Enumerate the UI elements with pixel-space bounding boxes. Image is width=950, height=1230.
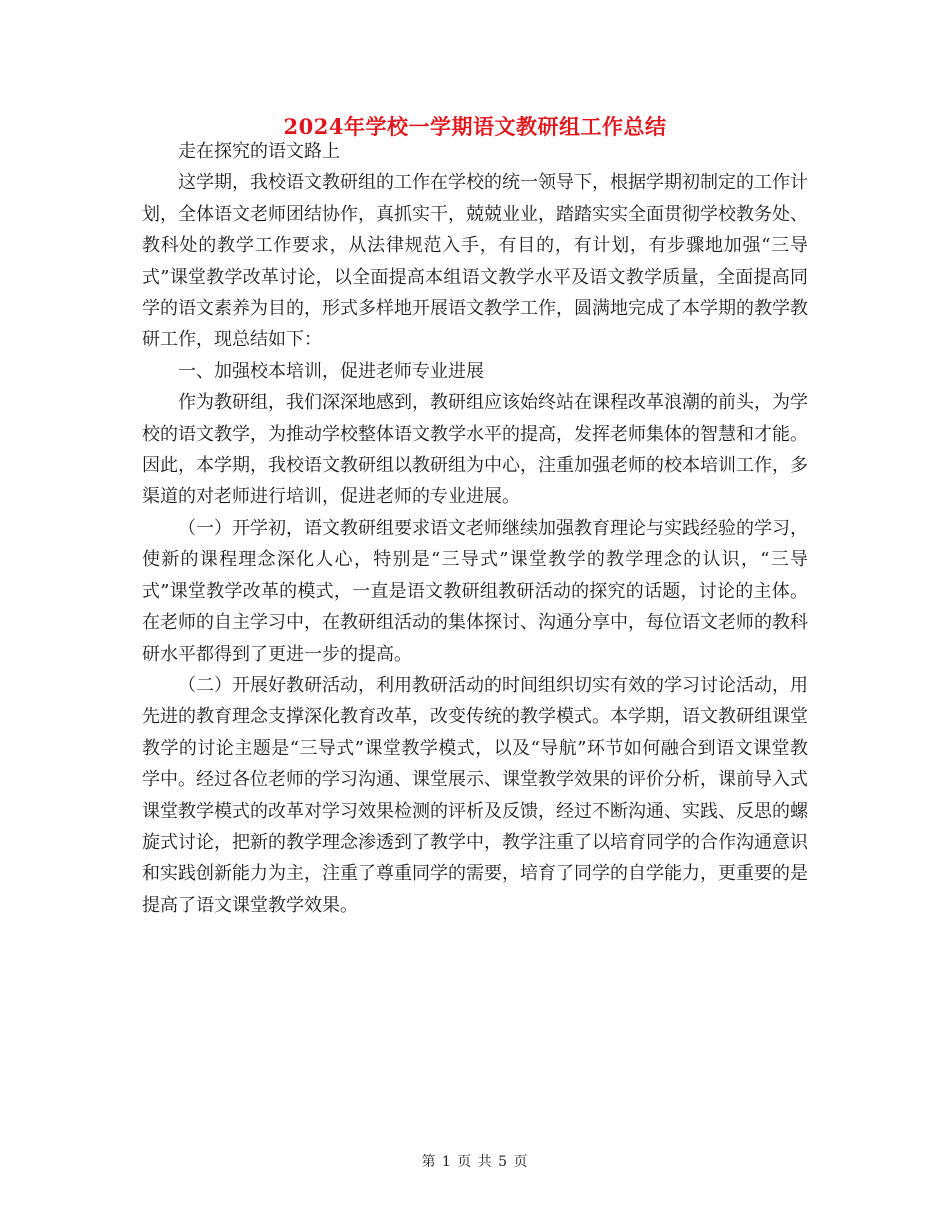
paragraph: 作为教研组，我们深深地感到，教研组应该始终站在课程改革浪潮的前头，为学校的语文教学，为推动学校整体语文教学水平的提高，发挥老师集体的智慧和才能。因此，本学期，我校语文教研组以教研组为中心，注重加强老师的校本培训工作，多渠道的对老师进行培训，促进老师的专业进展。	[142, 392, 808, 508]
section-heading: 一、加强校本培训，促进老师专业进展	[178, 360, 484, 382]
paragraph: （二）开展好教研活动，利用教研活动的时间组织切实有效的学习讨论活动，用先进的教育理念支撑深化教育改革，改变传统的教学模式。本学期，语文教研组课堂教学的讨论主题是“三导式”课堂教学模式，以及“导航”环节如何融合到语文课堂教学中。经过各位老师的学习沟通、课堂展示、课堂教学效果的评价分析，课前导入式课堂教学模式的改革对学习效果检测的评析及反馈，经过不断沟通、实践、反思的螺旋式讨论，把新的教学理念渗透到了教学中，教学注重了以培育同学的合作沟通意识和实践创新能力为主，注重了尊重同学的需要，培育了同学的自学能力，更重要的是提高了语文课堂教学效果。	[142, 674, 808, 916]
paragraph-intro: 这学期，我校语文教研组的工作在学校的统一领导下，根据学期初制定的工作计划，全体语文老师团结协作，真抓实干，兢兢业业，踏踏实实全面贯彻学校教务处、教科处的教学工作要求，从法律规范入手，有目的，有计划，有步骤地加强“三导式”课堂教学改革讨论，以全面提高本组语文教学水平及语文教学质量，全面提高同学的语文素养为目的，形式多样地开展语文教学工作，圆满地完成了本学期的教学教研工作，现总结如下：	[142, 172, 808, 351]
paragraph-subtitle: 走在探究的语文路上	[178, 141, 340, 162]
paragraph: （一）开学初，语文教研组要求语文老师继续加强教育理论与实践经验的学习，使新的课程理念深化人心，特别是“三导式”课堂教学的教学理念的认识，“三导式”课堂教学改革的模式，一直是语文教研组教研活动的探究的话题，讨论的主体。在老师的自主学习中，在教研组活动的集体探讨、沟通分享中，每位语文老师的教科研水平都得到了更进一步的提高。	[142, 517, 808, 665]
page-number-footer: 第 1 页 共 5 页	[421, 1154, 529, 1170]
document-body	[142, 136, 808, 921]
document-title: 2024年学校一学期语文教研组工作总结	[283, 114, 667, 139]
